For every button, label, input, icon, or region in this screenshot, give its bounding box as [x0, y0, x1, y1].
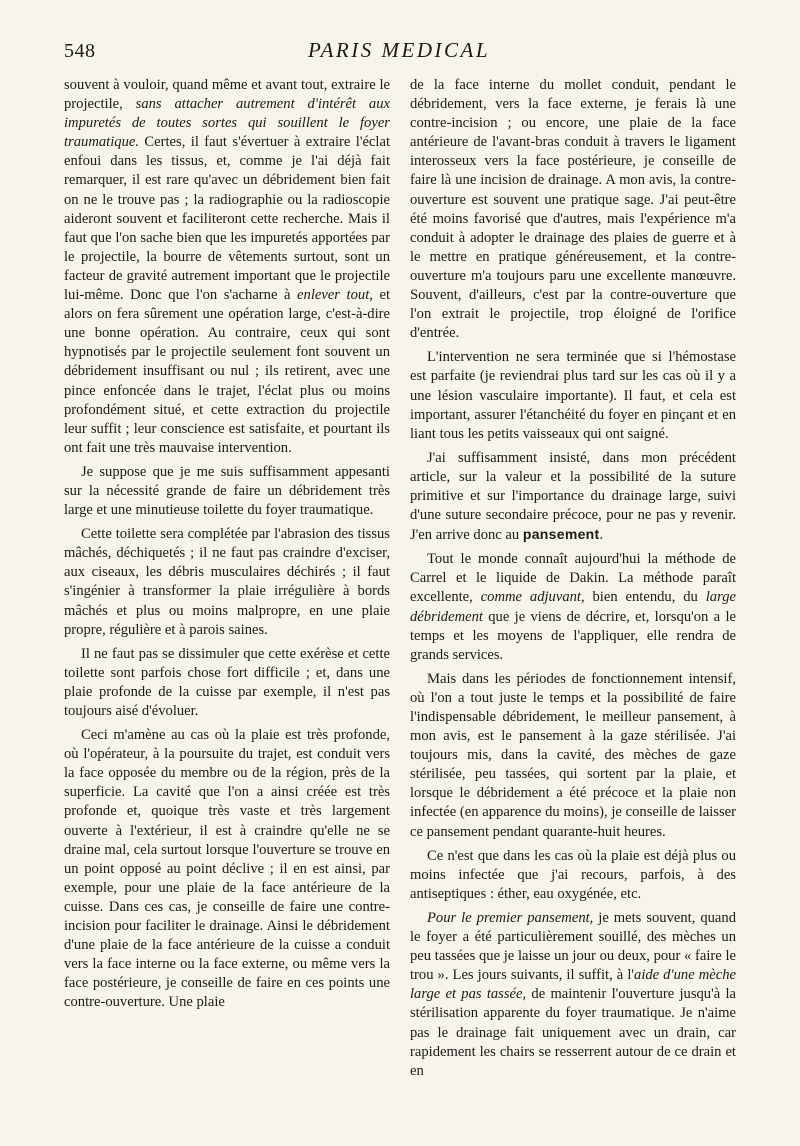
right-paragraph-1: de la face interne du mollet conduit, pendant le débridement, vers la face externe, je ferais là une contre-incision ; ou encore, une plaie de la face antérieure de l'avant-bras conduit à travers le ligament interosseux vers la face postérieure, je conseille de faire là une incision de drainage. A mon avis, la contre-ouverture est souvent une pratique sage. J'ai peut-être été moins favorisé que d'autres, mais l'expérience m'a conduit à adopter le drainage des plaies de guerre et à le mettre en pratique généreusement, et la contre-ouverture m'a toujours paru une excellente manœuvre. Souvent, d'ailleurs, c'est par la contre-ouverture que l'on extrait le projectile, trop éloigné de l'orifice d'entrée. — [410, 77, 736, 342]
left-column — [64, 76, 390, 1018]
right-paragraph-2: L'intervention ne sera terminée que si l'hémostase est parfaite (je reviendrai plus tard sur les cas où il y a une lésion vasculaire importante). Il faut, et cela est important, assurer l'étanchéité du foyer en pinçant et en liant tous les petits vaisseaux qui ont saigné. — [410, 349, 736, 442]
right-paragraph-7 — [410, 909, 736, 1081]
text-run: et alors on fera sûrement une opération large, c'est-à-dire une bonne opération. Au contraire, ceux qui sont hypnotisés par le projectile seulement font souvent un débridement insuffisant ou nul ; ils retirent, avec une pince enfoncée dans le trajet, l'éclat plus ou moins profondément situé, et cette extraction du projectile leur suffit ; leur conscience est satisfaite, et pourtant ils ont fait une très mauvaise intervention. — [64, 287, 390, 456]
right-column — [410, 76, 736, 1086]
bold-run: pansement — [522, 526, 600, 543]
page-number: 548 — [64, 40, 96, 62]
journal-title: PARIS MEDICAL — [307, 38, 490, 62]
italic-run: enlever tout, — [297, 287, 373, 304]
text-run: J'ai suffisamment insisté, dans mon précédent article, sur la valeur et la possibilité de la suture primitive et sur l'importance du drainage large, suivi d'une suture secondaire précoce, pour ne pas y revenir. J'en arrive donc au — [410, 449, 736, 544]
italic-run: Pour le premier pansement, — [427, 909, 594, 926]
right-paragraph-6: Ce n'est que dans les cas où la plaie est déjà plus ou moins infectée que j'ai recours, parfois, à des antiseptiques : éther, eau oxygénée, etc. — [410, 847, 736, 902]
italic-run: large débridement — [410, 589, 736, 625]
text-run: que je viens de décrire, et, lorsqu'on a le temps et les moyens de l'appliquer, elle rendra de grands services. — [410, 608, 736, 663]
text-run: bien entendu, du — [584, 589, 706, 606]
right-paragraph-3 — [410, 449, 736, 545]
left-paragraph-5: Ceci m'amène au cas où la plaie est très profonde, où l'opérateur, à la poursuite du trajet, est conduit vers la face opposée du membre ou de la région, près de la superficie. La cavité que l'on a ainsi créée est très profonde et, quoique très vaste et très largement ouverte à l'extérieur, il est à craindre qu'elle ne se draine mal, cela surtout lorsque l'ouverture se trouve en un point opposé au point déclive ; il en est ainsi, par exemple, pour une plaie de la face antérieure de la cuisse. Dans ces cas, je conseille de faire une contre-incision pour faciliter le drainage. Ainsi le débridement d'une plaie de la face antérieure de la cuisse a conduit vers la face interne ou la face externe, ou même vers la face postérieure, je conseille de faire en ces points une contre-ouverture. Une plaie — [64, 727, 390, 1011]
italic-run: comme adjuvant, — [480, 589, 585, 606]
left-paragraph-1 — [64, 76, 390, 458]
page-header — [64, 36, 734, 66]
left-paragraph-3: Cette toilette sera complétée par l'abrasion des tissus mâchés, déchiquetés ; il ne faut pas craindre d'exciser, aux ciseaux, les débris musculaires déchirés ; il faut s'ingénier à transformer la plaie irrégulière à bords mâchés et plus ou moins malpropre, en une plaie propre, régulière et à parois saines. — [64, 526, 390, 638]
text-run: je mets souvent, quand le foyer a été particulièrement souillé, des mèches un peu tassées que je laisse un jour ou deux, pour « faire le trou ». Les jours suivants, il suffit, à l' — [410, 909, 736, 984]
italic-run: aide d'une mèche large et pas tassée, — [410, 967, 736, 1003]
right-paragraph-5: Mais dans les périodes de fonctionnement intensif, où l'on a tout juste le temps et la possibilité de faire l'indispensable débridement, le meilleur pansement, à mon avis, est le pansement à la gaze stérilisée. J'ai toujours mis, dans la cavité, des mèches de gaze stérilisée, peu tassées, qui sortent par la plaie, et lorsque le débridement a été précoce et la plaie non infectée (en apparence du moins), je conseille de laisser ce pansement pendant quarante-huit heures. — [410, 670, 736, 840]
text-run: de maintenir l'ouverture jusqu'à la stérilisation apparente du foyer traumatique. Je n'aime pas le drainage fait uniquement avec un drain, car rapidement les chairs se resserrent autour de ce drain et en — [410, 986, 736, 1079]
left-paragraph-2: Je suppose que je me suis suffisamment appesanti sur la nécessité grande de faire un débridement très large et une minutieuse toilette du foyer traumatique. — [64, 463, 390, 519]
text-run: Certes, il faut s'évertuer à extraire l'éclat enfoui dans les tissus, et, comme je l'ai déjà fait remarquer, il est rare qu'avec un débridement bien fait on ne le trouve pas ; la radiographie ou la radioscopie aideront souvent et faciliteront cette recherche. Mais il faut que l'on sache bien que les impuretés apportées par le projectile, la bourre de vêtements surtout, sont un facteur de gravité autrement important que le projectile lui-même. Donc que l'on s'acharne à — [64, 134, 390, 304]
text-run: Tout le monde connaît aujourd'hui la méthode de Carrel et le liquide de Dakin. La méthode paraît excellente, — [410, 551, 736, 606]
text-run: . — [599, 527, 604, 544]
italic-run: sans attacher autrement d'intérêt aux impuretés de toutes sortes qui souillent le foyer traumatique. — [64, 96, 390, 151]
text-run: souvent à vouloir, quand même et avant tout, extraire le projectile, — [64, 77, 390, 113]
right-paragraph-4 — [410, 550, 736, 665]
left-paragraph-4: Il ne faut pas se dissimuler que cette exérèse et cette toilette sont parfois chose fort difficile ; et, dans une plaie profonde de la cuisse par exemple, il n'est pas toujours aisé d'évoluer. — [64, 645, 390, 719]
